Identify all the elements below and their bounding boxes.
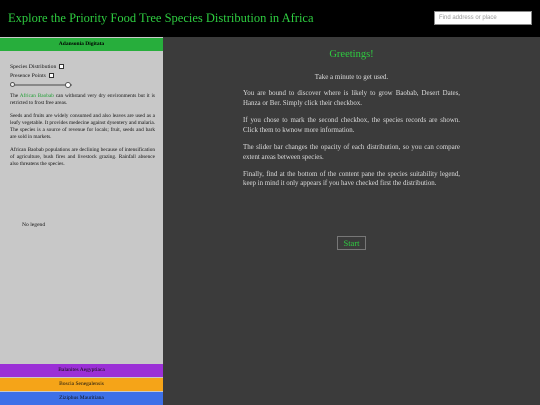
layer-options bbox=[10, 62, 64, 80]
opacity-slider-track bbox=[10, 84, 72, 86]
species-distribution-option bbox=[10, 62, 64, 71]
description-paragraph: African Baobab populations are declining because of intensification of agriculture, bush fires and livestock grazing. Rainfall absence also threatens the species. bbox=[10, 146, 155, 167]
app-title: Explore the Priority Food Tree Species Distribution in Africa bbox=[8, 11, 314, 25]
presence-points-checkbox[interactable] bbox=[49, 73, 54, 78]
species-description bbox=[10, 93, 155, 174]
presence-points-label: Presence Points bbox=[10, 72, 46, 79]
species-tab-ziziphus-mauritiana[interactable]: Ziziphus Mauritiana bbox=[0, 392, 163, 405]
instructions bbox=[243, 89, 460, 197]
presence-points-option bbox=[10, 71, 64, 80]
sidebar bbox=[0, 37, 163, 405]
description-paragraph: Seeds and fruits are widely consumed and also leaves are used as a leafy vegetable. It provides medecine against dysentery and malaria. The species is a source of revenue for locals; fruit, seeds and bark are sold in markets. bbox=[10, 112, 156, 141]
species-tab-adansonia-digitata[interactable]: Adansonia Digitata bbox=[0, 38, 163, 51]
opacity-slider[interactable] bbox=[10, 82, 72, 88]
species-distribution-checkbox[interactable] bbox=[59, 64, 64, 69]
opacity-slider-min-handle[interactable] bbox=[10, 82, 15, 87]
species-link[interactable]: African Baobab bbox=[19, 93, 54, 99]
legend-placeholder: No legend bbox=[22, 222, 46, 228]
search-input[interactable]: Find address or place bbox=[434, 11, 532, 25]
instruction-paragraph: You are bound to discover where is likely to grow Baobab, Desert Dates, Hanza or Ber. Simply click their checkbox. bbox=[243, 90, 460, 107]
instruction-paragraph: The slider bar changes the opacity of each distribution, so you can compare extent areas between species. bbox=[243, 143, 460, 161]
species-tab-boscia-senegalensis[interactable]: Boscia Senegalensis bbox=[0, 378, 163, 391]
instruction-paragraph: Finally, find at the bottom of the content pane the species suitability legend, keep in mind it only appears if you have checked first the distribution. bbox=[243, 170, 460, 188]
species-tab-balanites-aegyptiaca[interactable]: Balanites Aegyptiaca bbox=[0, 364, 163, 377]
start-button[interactable]: Start bbox=[337, 236, 366, 250]
app-header bbox=[0, 0, 540, 37]
species-distribution-label: Species Distribution bbox=[10, 63, 57, 70]
content-pane bbox=[163, 37, 540, 405]
description-paragraph: The African Baobab can withstand very dry environments but it is retricted to frost free areas. bbox=[10, 93, 155, 107]
instruction-paragraph: If you chose to mark the second checkbox, the species records are shown. Click them to kwnow more information. bbox=[243, 116, 460, 134]
greeting-title: Greetings! bbox=[329, 49, 374, 60]
opacity-slider-handle[interactable] bbox=[65, 82, 71, 88]
greeting-subtitle: Take a minute to get used. bbox=[314, 73, 389, 81]
